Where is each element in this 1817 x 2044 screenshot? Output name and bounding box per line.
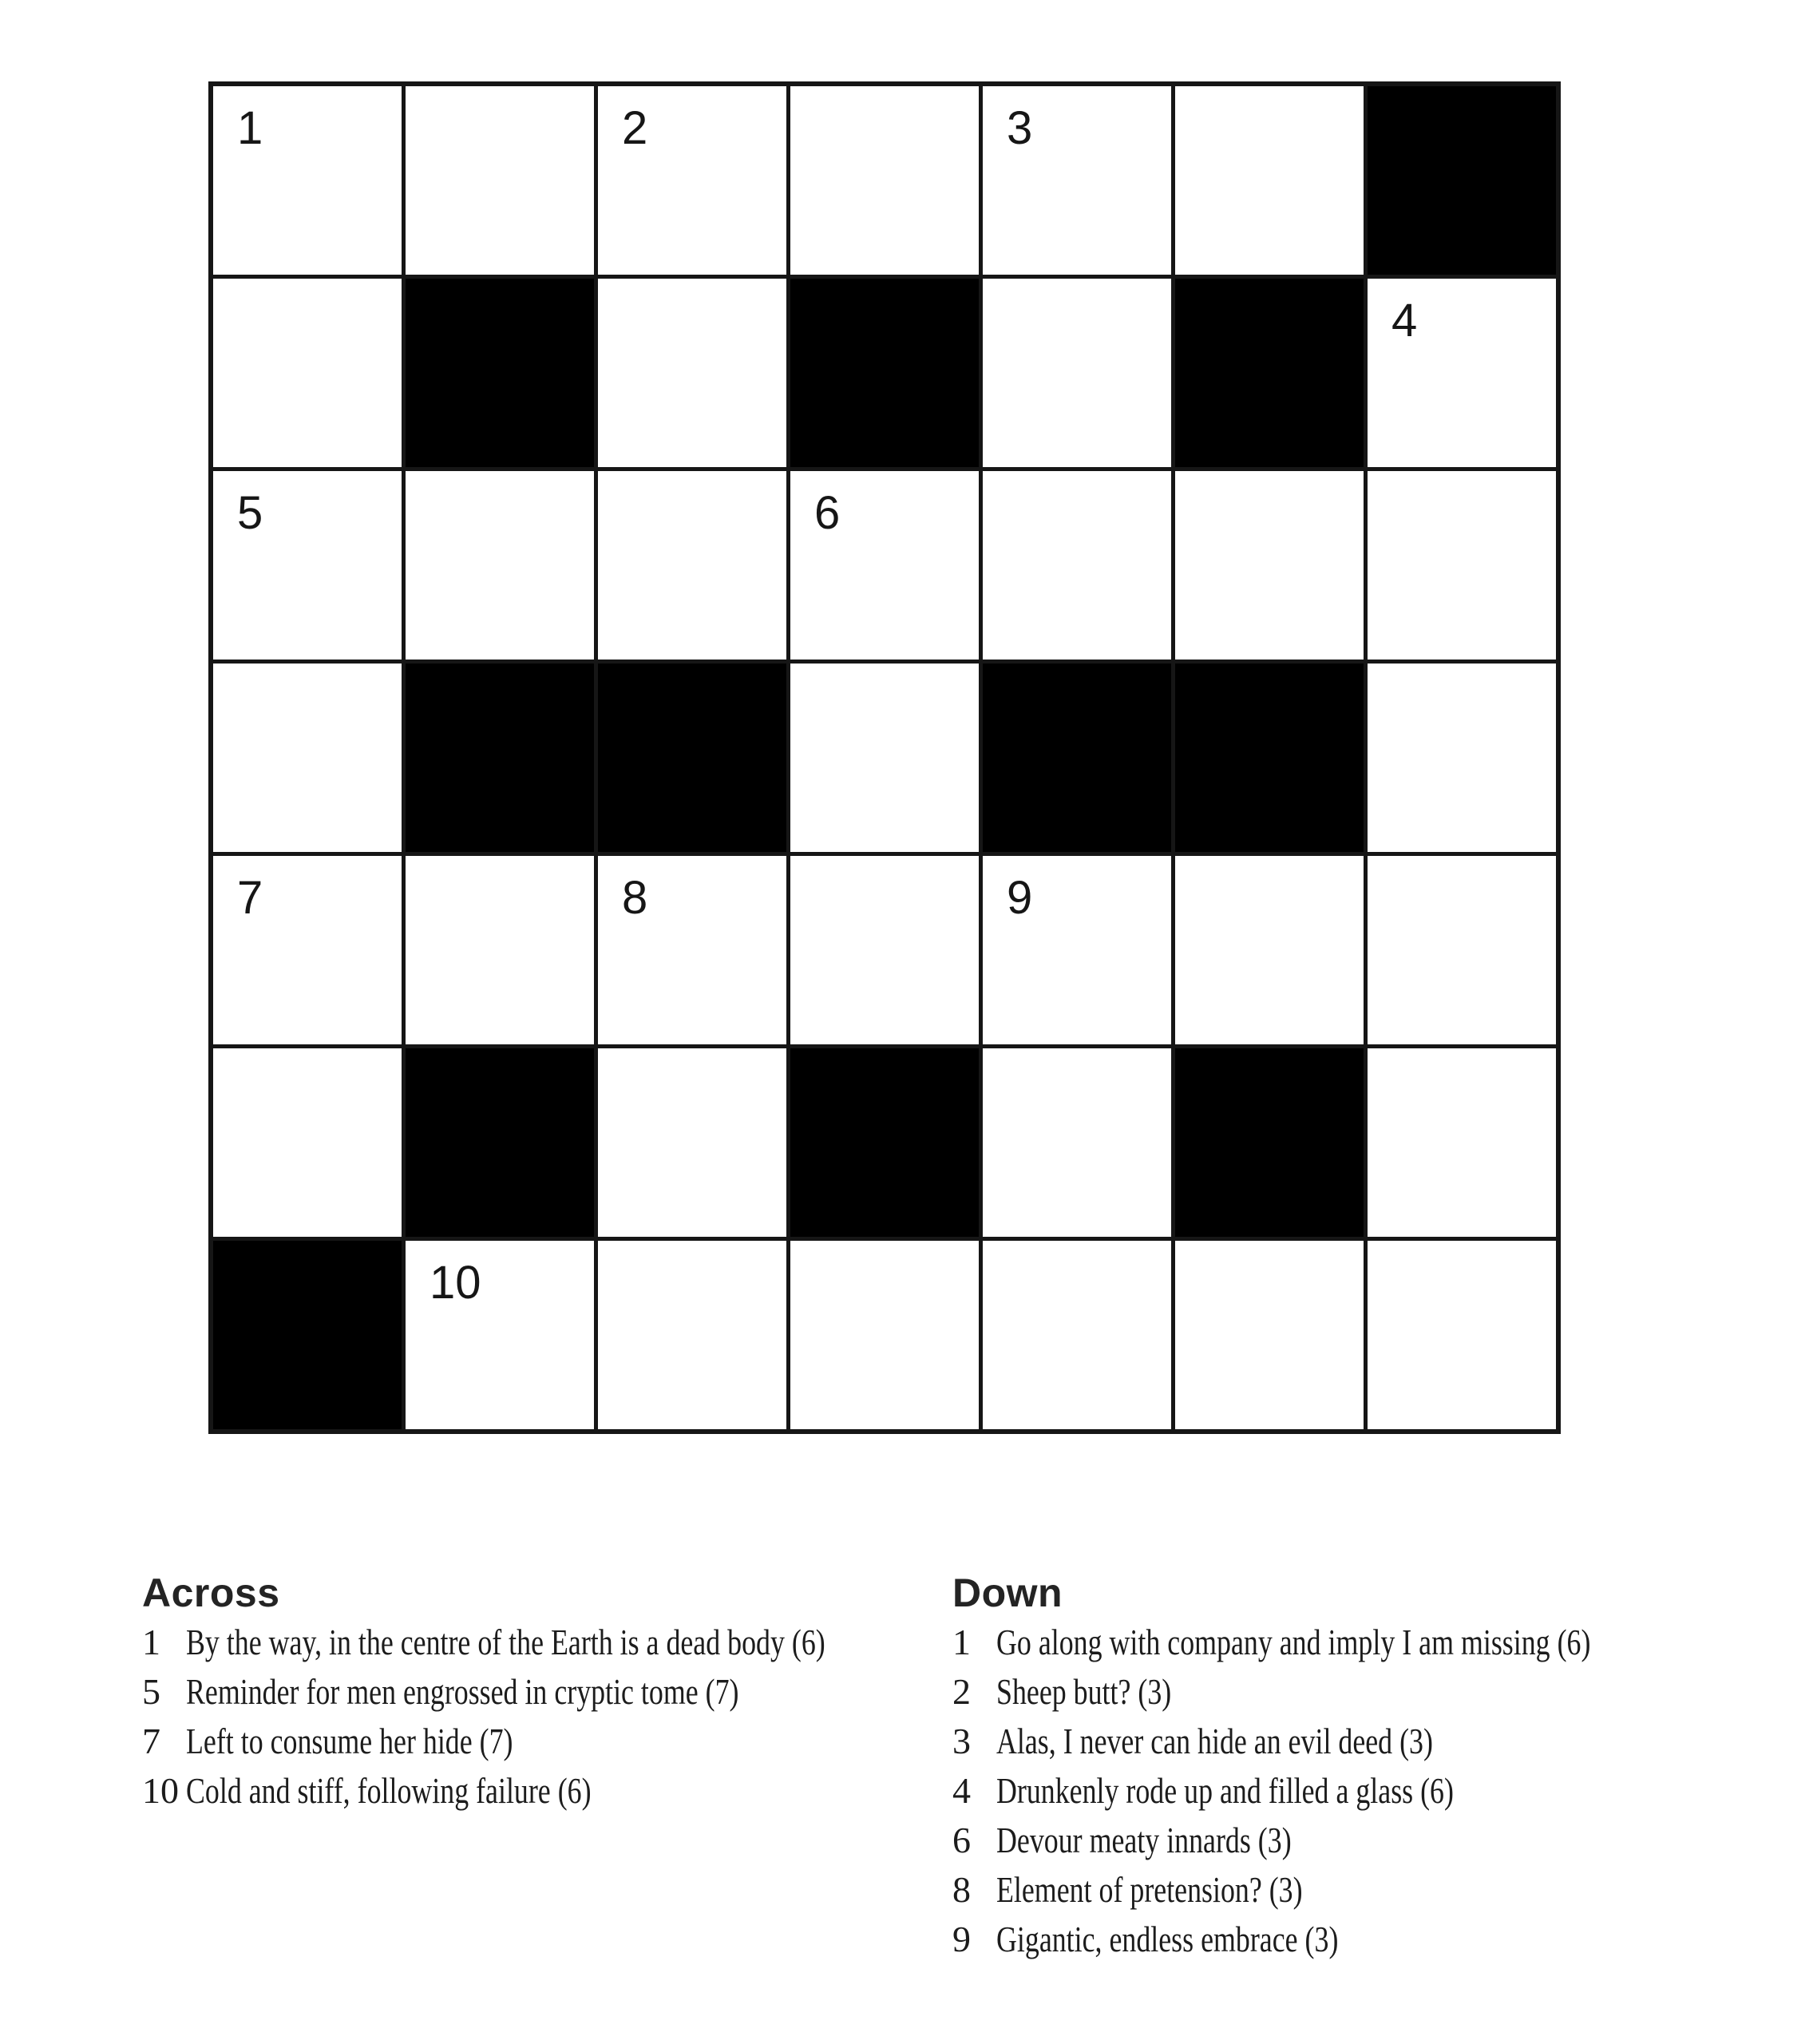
clue-number: 6 bbox=[952, 1820, 971, 1860]
grid-cell[interactable] bbox=[406, 86, 594, 275]
grid-cell[interactable] bbox=[213, 279, 402, 467]
grid-cell[interactable] bbox=[213, 1048, 402, 1237]
grid-cell[interactable] bbox=[790, 471, 979, 660]
clue-text: Gigantic, endless embrace (3) bbox=[996, 1919, 1339, 1959]
grid-cell-black bbox=[983, 664, 1171, 852]
cell-number: 4 bbox=[1391, 295, 1418, 347]
clue-number: 1 bbox=[142, 1622, 160, 1662]
grid-cell[interactable] bbox=[983, 471, 1171, 660]
cell-number: 9 bbox=[1007, 872, 1033, 924]
clue-number: 3 bbox=[952, 1721, 971, 1761]
grid-cell[interactable] bbox=[406, 471, 594, 660]
clue-text: Element of pretension? (3) bbox=[996, 1869, 1303, 1910]
grid-cell[interactable] bbox=[598, 471, 786, 660]
cell-number: 10 bbox=[430, 1257, 481, 1309]
clue-number: 8 bbox=[952, 1869, 971, 1910]
clue-number: 2 bbox=[952, 1671, 971, 1712]
grid-cell[interactable] bbox=[406, 856, 594, 1044]
grid-cell[interactable] bbox=[983, 856, 1171, 1044]
grid-cell[interactable] bbox=[1368, 471, 1556, 660]
clue-item bbox=[952, 1915, 1799, 1964]
clue-text: Alas, I never can hide an evil deed (3) bbox=[996, 1721, 1433, 1761]
grid-cell[interactable] bbox=[1175, 1241, 1364, 1429]
grid-cell[interactable] bbox=[1368, 856, 1556, 1044]
grid-cell[interactable] bbox=[598, 1241, 786, 1429]
cell-number: 5 bbox=[237, 487, 263, 539]
grid-cell[interactable] bbox=[1175, 86, 1364, 275]
across-section bbox=[142, 1568, 932, 1816]
grid-cell[interactable] bbox=[790, 1241, 979, 1429]
grid-cell[interactable] bbox=[1368, 1048, 1556, 1237]
crossword-grid bbox=[213, 86, 1556, 1429]
clue-text: Drunkenly rode up and filled a glass (6) bbox=[996, 1770, 1454, 1811]
clue-number: 7 bbox=[142, 1721, 160, 1761]
grid-cell-black bbox=[790, 279, 979, 467]
clue-text: Reminder for men engrossed in cryptic tome (7) bbox=[186, 1671, 739, 1712]
cell-number: 2 bbox=[622, 102, 648, 154]
clue-number: 4 bbox=[952, 1770, 971, 1811]
cell-number: 3 bbox=[1007, 102, 1033, 154]
grid-cell[interactable] bbox=[790, 86, 979, 275]
grid-cell-black bbox=[406, 664, 594, 852]
grid-cell[interactable] bbox=[1368, 664, 1556, 852]
grid-cell[interactable] bbox=[598, 86, 786, 275]
grid-cell-black bbox=[1175, 279, 1364, 467]
clue-number: 5 bbox=[142, 1671, 160, 1712]
cell-number: 1 bbox=[237, 102, 263, 154]
grid-cell[interactable] bbox=[790, 664, 979, 852]
across-heading: Across bbox=[142, 1571, 280, 1615]
clue-item bbox=[142, 1667, 932, 1717]
down-section bbox=[952, 1568, 1799, 1964]
cell-number: 6 bbox=[814, 487, 841, 539]
clue-text: Left to consume her hide (7) bbox=[186, 1721, 513, 1761]
clue-number: 9 bbox=[952, 1919, 971, 1959]
clue-text: By the way, in the centre of the Earth is a dead body (6) bbox=[186, 1622, 825, 1662]
grid-cell-black bbox=[213, 1241, 402, 1429]
clue-item bbox=[142, 1618, 932, 1667]
cell-number: 8 bbox=[622, 872, 648, 924]
clue-number: 1 bbox=[952, 1622, 971, 1662]
clue-item bbox=[952, 1667, 1799, 1717]
clue-item bbox=[952, 1618, 1799, 1667]
grid-cell[interactable] bbox=[213, 471, 402, 660]
grid-cell[interactable] bbox=[598, 856, 786, 1044]
clue-text: Go along with company and imply I am missing (6) bbox=[996, 1622, 1591, 1662]
grid-cell-black bbox=[1368, 86, 1556, 275]
clue-item bbox=[142, 1766, 932, 1816]
down-heading: Down bbox=[952, 1571, 1063, 1615]
grid-cell[interactable] bbox=[983, 279, 1171, 467]
grid-cell-black bbox=[406, 1048, 594, 1237]
grid-cell[interactable] bbox=[790, 856, 979, 1044]
down-clue-list bbox=[952, 1618, 1799, 1964]
clue-number: 10 bbox=[142, 1770, 179, 1811]
grid-cell[interactable] bbox=[213, 86, 402, 275]
grid-cell[interactable] bbox=[213, 664, 402, 852]
clue-text: Devour meaty innards (3) bbox=[996, 1820, 1292, 1860]
grid-cell[interactable] bbox=[1368, 1241, 1556, 1429]
grid-cell-black bbox=[1175, 664, 1364, 852]
clue-text: Sheep butt? (3) bbox=[996, 1671, 1172, 1712]
grid-cell[interactable] bbox=[598, 279, 786, 467]
across-clue-list bbox=[142, 1618, 932, 1816]
grid-cell-black bbox=[790, 1048, 979, 1237]
clue-item bbox=[142, 1717, 932, 1766]
grid-cell[interactable] bbox=[1175, 856, 1364, 1044]
crossword-grid-frame bbox=[208, 81, 1561, 1434]
grid-cell-black bbox=[598, 664, 786, 852]
clue-item bbox=[952, 1865, 1799, 1915]
grid-cell[interactable] bbox=[406, 1241, 594, 1429]
grid-cell[interactable] bbox=[1368, 279, 1556, 467]
grid-cell[interactable] bbox=[1175, 471, 1364, 660]
grid-cell[interactable] bbox=[213, 856, 402, 1044]
grid-cell[interactable] bbox=[983, 86, 1171, 275]
clue-item bbox=[952, 1717, 1799, 1766]
grid-cell[interactable] bbox=[983, 1048, 1171, 1237]
grid-cell-black bbox=[406, 279, 594, 467]
grid-cell[interactable] bbox=[983, 1241, 1171, 1429]
clue-item bbox=[952, 1816, 1799, 1865]
cell-number: 7 bbox=[237, 872, 263, 924]
grid-cell-black bbox=[1175, 1048, 1364, 1237]
grid-cell[interactable] bbox=[598, 1048, 786, 1237]
clue-text: Cold and stiff, following failure (6) bbox=[186, 1770, 592, 1811]
clue-item bbox=[952, 1766, 1799, 1816]
